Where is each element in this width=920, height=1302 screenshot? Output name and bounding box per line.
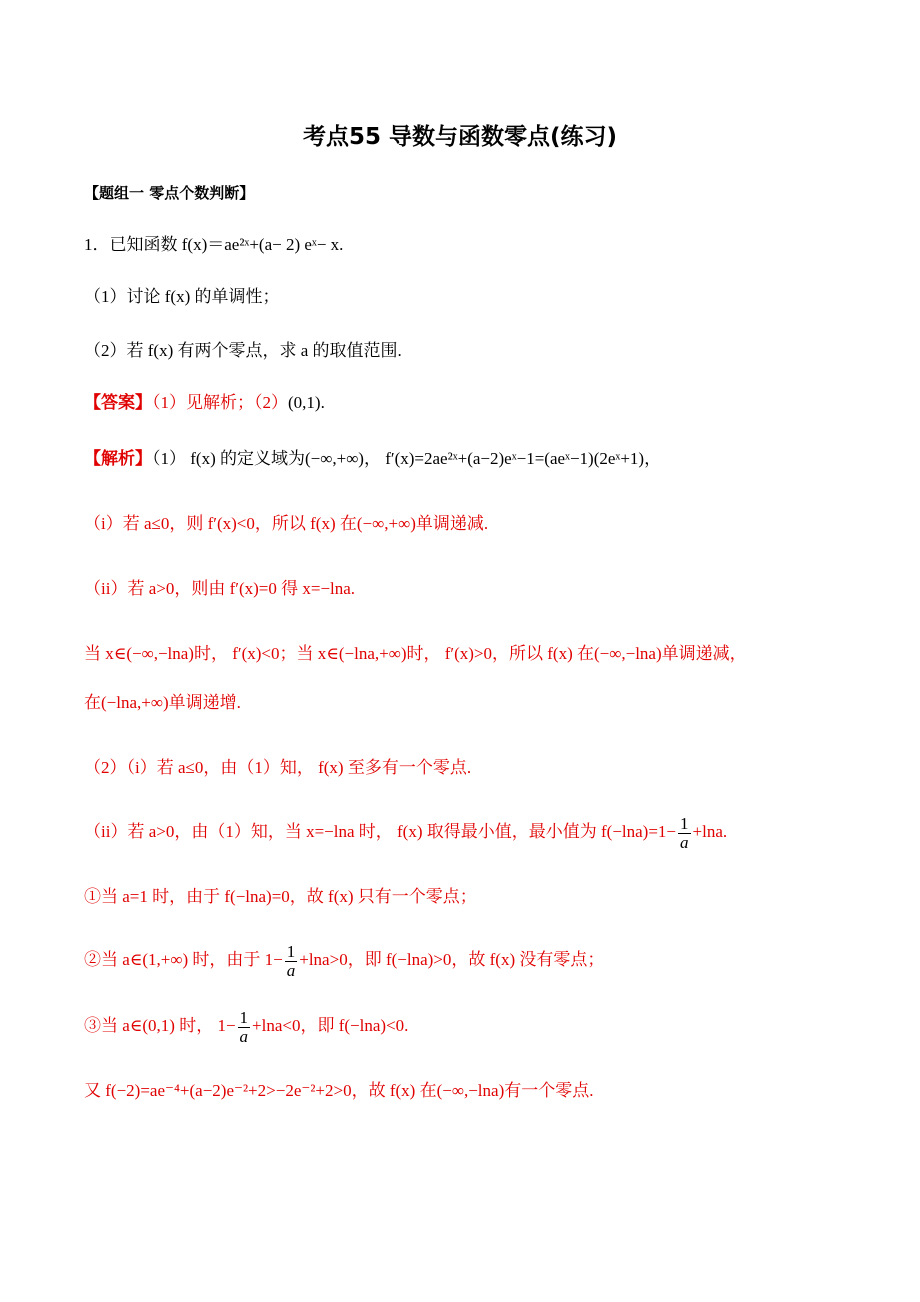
answer-value: (0,1). xyxy=(288,393,325,412)
problem-part1: （1）讨论 f(x) 的单调性； xyxy=(84,287,280,306)
analysis-line-11: 又 f(−2)=ae⁻⁴+(a−2)e⁻²+2>−2e⁻²+2>0，故 f(x) 在(−∞,−lna)有一个零点. xyxy=(84,1081,594,1100)
page-title: 考点55 导数与函数零点(练习) xyxy=(302,124,618,150)
analysis-text-10a: ③当 a∈(0,1) 时， 1− xyxy=(84,1016,236,1035)
analysis-text-7a: （ii）若 a>0，由（1）知，当 x=−lna 时， f(x) 取得最小值，最小值为 f(−lna)=1− xyxy=(84,822,677,841)
analysis-line-2: （i）若 a≤0，则 f′(x)<0，所以 f(x) 在(−∞,+∞)单调递减. xyxy=(84,514,489,533)
answer-tag: 【答案】 xyxy=(84,393,152,412)
analysis-tag: 【解析】 xyxy=(84,449,152,468)
fraction-1-over-a xyxy=(285,943,298,980)
fraction-denominator: a xyxy=(680,832,689,852)
fraction-denominator: a xyxy=(286,960,296,980)
analysis-line-3: （ii）若 a>0，则由 f′(x)=0 得 x=−lna. xyxy=(84,579,356,598)
fraction-numerator: 1 xyxy=(680,813,689,833)
answer-line xyxy=(84,392,860,414)
analysis-text-9a: ②当 a∈(1,+∞) 时，由于 1− xyxy=(84,950,283,969)
analysis-text-10b: +lna<0，即 f(−lna)<0. xyxy=(252,1016,409,1035)
answer-text: （1）见解析；（2） xyxy=(152,393,288,412)
section-heading: 【题组一 零点个数判断】 xyxy=(84,184,255,202)
fraction-numerator: 1 xyxy=(239,1007,249,1027)
analysis-line-8: ①当 a=1 时，由于 f(−lna)=0，故 f(x) 只有一个零点； xyxy=(84,887,477,906)
fraction-numerator: 1 xyxy=(286,941,296,961)
problem-part2: （2）若 f(x) 有两个零点，求 a 的取值范围. xyxy=(84,341,402,360)
analysis-line-9 xyxy=(84,940,860,980)
analysis-line-10 xyxy=(84,1006,860,1046)
problem-statement: 1．已知函数 f(x)＝ae²ˣ+(a− 2) eˣ− x. xyxy=(84,235,344,254)
analysis-line-6: （2）（i）若 a≤0，由（1）知， f(x) 至多有一个零点. xyxy=(84,758,472,777)
analysis-text-9b: +lna>0，即 f(−lna)>0，故 f(x) 没有零点； xyxy=(299,950,605,969)
analysis-text-1: （1） f(x) 的定义域为(−∞,+∞)， f′(x)=2ae²ˣ+(a−2)eˣ−1=(aeˣ−1)(2eˣ+1)， xyxy=(152,449,662,468)
analysis-line-4: 当 x∈(−∞,−lna)时， f′(x)<0；当 x∈(−lna,+∞)时， f′(x)>0，所以 f(x) 在(−∞,−lna)单调递减， xyxy=(84,644,747,663)
analysis-line-5: 在(−lna,+∞)单调递增. xyxy=(84,693,241,712)
fraction-denominator: a xyxy=(239,1026,249,1046)
analysis-line-1 xyxy=(84,448,860,470)
fraction-1-over-a xyxy=(678,815,691,852)
analysis-line-7 xyxy=(84,812,860,852)
fraction-1-over-a xyxy=(238,1009,251,1046)
analysis-text-7b: +lna. xyxy=(692,822,728,841)
